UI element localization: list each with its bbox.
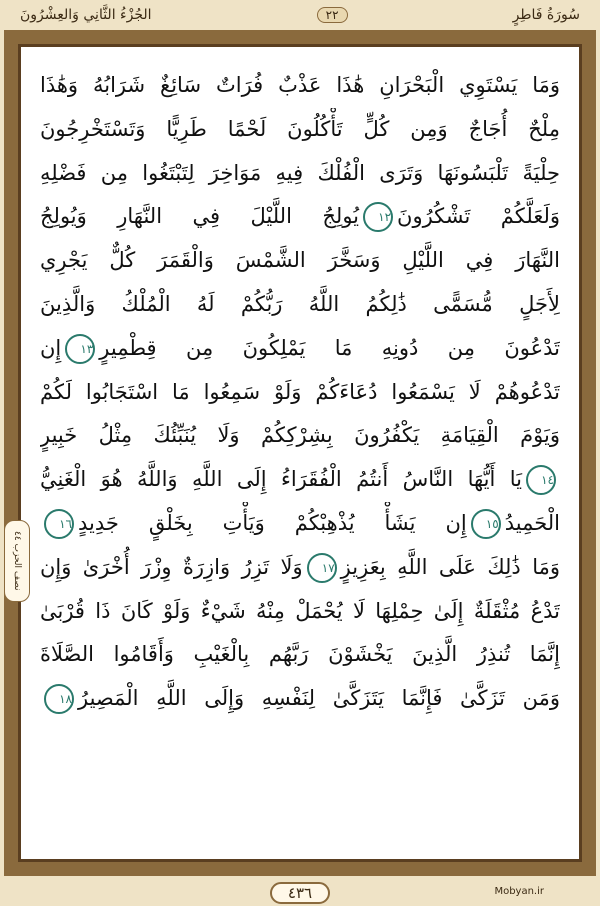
text-line: تَدْعُ مُثْقَلَةٌ إِلَىٰ حِمْلِهَا لَا يُحْمَلْ مِنْهُ شَيْءٌ وَلَوْ كَانَ ذَا قُرْبَىٰ	[40, 598, 560, 623]
text-line-part: إِن	[40, 335, 62, 360]
text-line	[40, 195, 560, 239]
page-header	[0, 0, 600, 30]
text-line	[40, 677, 560, 721]
text-line: حِلْيَةً تَلْبَسُونَهَا وَتَرَى الْفُلْكَ فِيهِ مَوَاخِرَ لِتَبْتَغُوا مِن فَضْلِهِ	[40, 160, 560, 185]
text-line-part: إِن يَشَأْ يُذْهِبْكُمْ وَيَأْتِ بِخَلْقٍ جَدِيدٍ	[78, 510, 467, 535]
juz-name: الجُزْءُ الثَّانِي وَالعِشْرُونَ	[20, 7, 152, 23]
text-line: إِنَّمَا تُنذِرُ الَّذِينَ يَخْشَوْنَ رَبَّهُم بِالْغَيْبِ وَأَقَامُوا الصَّلَاةَ	[40, 642, 560, 667]
text-line	[40, 327, 560, 371]
quran-text	[40, 64, 560, 854]
text-line-part: وَمَن تَزَكَّىٰ فَإِنَّمَا يَتَزَكَّىٰ لِنَفْسِهِ وَإِلَى اللَّهِ الْمَصِيرُ	[78, 686, 560, 711]
text-line: وَيَوْمَ الْقِيَامَةِ يَكْفُرُونَ بِشِرْكِكُمْ وَلَا يُنَبِّئُكَ مِثْلُ خَبِيرٍ	[40, 423, 560, 448]
text-line	[40, 502, 560, 546]
ayah-marker: ١٤	[526, 465, 556, 495]
hizb-marker: نصف الحزب ٤٤	[4, 520, 30, 602]
ayah-marker: ١٥	[471, 509, 501, 539]
ayah-marker: ١٣	[65, 334, 95, 364]
text-line: وَمَا يَسْتَوِي الْبَحْرَانِ هَٰذَا عَذْبٌ فُرَاتٌ سَائِغٌ شَرَابُهُ وَهَٰذَا	[40, 73, 560, 97]
page-number: ٤٣٦	[270, 882, 330, 904]
text-line-part: وَمَا ذَٰلِكَ عَلَى اللَّهِ بِعَزِيزٍ	[340, 554, 560, 579]
text-line: النَّهَارَ فِي اللَّيْلِ وَسَخَّرَ الشَّمْسَ وَالْقَمَرَ كُلٌّ يَجْرِي	[40, 248, 560, 273]
text-line-part: الْحَمِيدُ	[504, 510, 560, 535]
text-line-part: وَلَعَلَّكُمْ تَشْكُرُونَ	[397, 204, 560, 229]
text-line-part: تَدْعُونَ مِن دُونِهِ مَا يَمْلِكُونَ مِن قِطْمِيرٍ	[99, 335, 560, 360]
text-line-part: يُولِجُ اللَّيْلَ فِي النَّهَارِ وَيُولِجُ	[40, 204, 360, 229]
surah-name: سُورَةُ فَاطِرٍ	[512, 7, 580, 23]
text-line: لِأَجَلٍ مُّسَمًّى ذَٰلِكُمُ اللَّهُ رَبُّكُمْ لَهُ الْمُلْكُ وَالَّذِينَ	[40, 291, 560, 316]
ayah-marker: ١٦	[44, 509, 74, 539]
watermark: Mobyan.ir	[494, 886, 544, 897]
ayah-marker: ١٧	[307, 553, 337, 583]
text-line-part: وَلَا تَزِرُ وَازِرَةٌ وِزْرَ أُخْرَىٰ وَإِن	[40, 554, 303, 579]
ayah-marker: ١٨	[44, 684, 74, 714]
text-line: تَدْعُوهُمْ لَا يَسْمَعُوا دُعَاءَكُمْ وَلَوْ سَمِعُوا مَا اسْتَجَابُوا لَكُمْ	[40, 379, 560, 404]
text-line: مِلْحٌ أُجَاجٌ وَمِن كُلٍّ تَأْكُلُونَ لَحْمًا طَرِيًّا وَتَسْتَخْرِجُونَ	[40, 116, 560, 141]
text-line-part: يَا أَيُّهَا النَّاسُ أَنتُمُ الْفُقَرَاءُ إِلَى اللَّهِ وَاللَّهُ هُوَ الْغَنِيُّ	[40, 467, 522, 492]
text-line	[40, 458, 560, 502]
ayah-marker: ١٢	[363, 202, 393, 232]
text-line	[40, 546, 560, 590]
juz-badge: ٢٢	[317, 7, 348, 23]
